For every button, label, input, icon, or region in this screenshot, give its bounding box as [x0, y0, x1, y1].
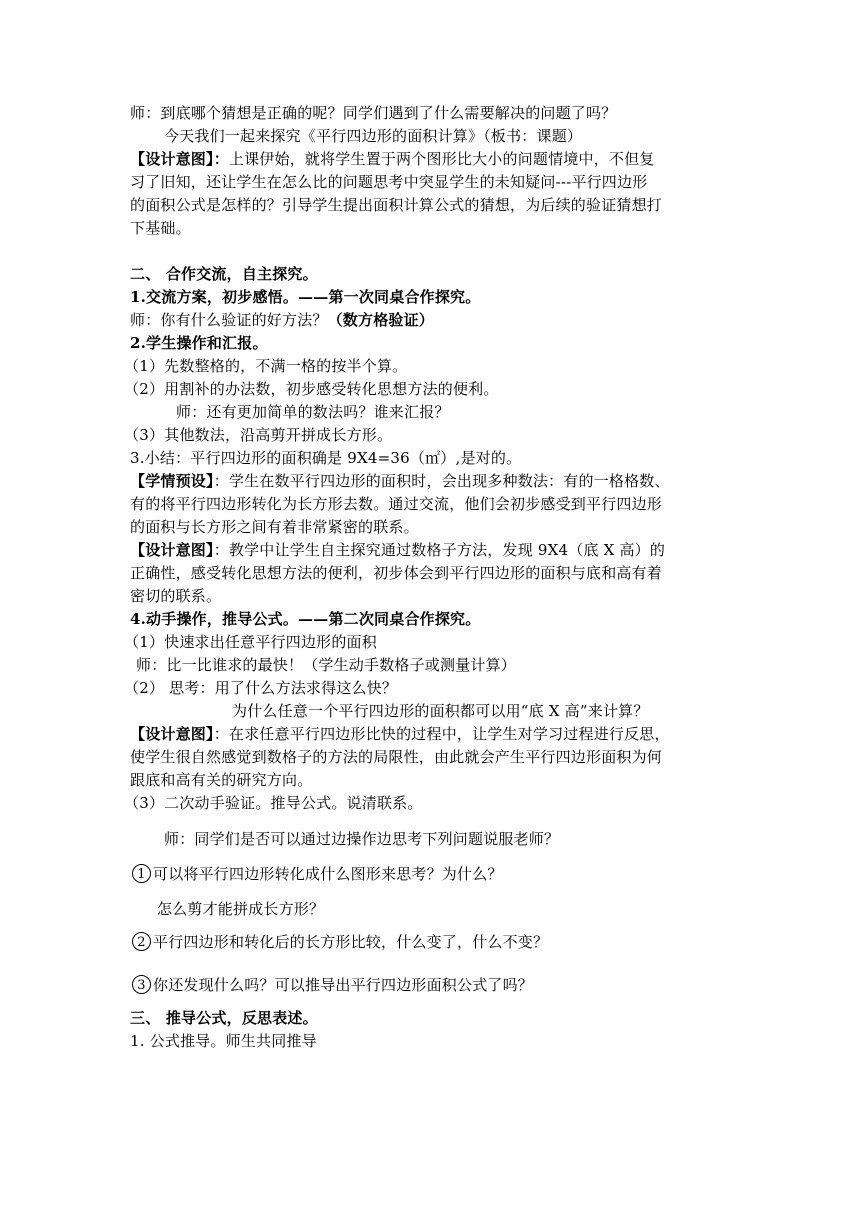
text-span: 平行四边形和转化后的长方形比较，什么变了，什么不变？ — [153, 933, 549, 951]
text-line — [130, 310, 434, 330]
text-line: 师：比一比谁求的最快！（学生动手数格子或测量计算） — [136, 656, 517, 674]
situation-preset-label: 【学情预设】 — [130, 472, 214, 490]
text-span: 上课伊始，就将学生置于两个图形比大小的问题情境中，不但复 — [228, 150, 655, 168]
text-line: 的面积与长方形之间有着非常紧密的联系。 — [130, 518, 419, 536]
text-line: （3）其他数法，沿高剪开拼成长方形。 — [124, 426, 393, 444]
text-line: 正确性，感受转化思想方法的便利，初步体会到平行四边形的面积与底和高有着 — [130, 564, 663, 582]
question-item — [132, 932, 548, 952]
text-line: 师：还有更加简单的数法吗？谁来汇报？ — [176, 403, 450, 421]
text-line: （3）二次动手验证。推导公式。说清联系。 — [124, 794, 423, 812]
section-heading: 二、 合作交流，自主探究。 — [130, 265, 318, 283]
text-line: 有的将平行四边形转化为长方形去数。通过交流，他们会初步感受到平行四边形 — [130, 495, 663, 513]
text-span: 师：你有什么验证的好方法？ — [130, 311, 328, 329]
text-line: 习了旧知，还让学生在怎么比的问题思考中突显学生的未知疑问---平行四边形 — [130, 173, 648, 191]
text-line — [130, 149, 655, 169]
text-span: ：学生在数平行四边形的面积时，会出现多种数法：有的一格格数、 — [213, 472, 670, 490]
text-span: 可以将平行四边形转化成什么图形来思考？为什么？ — [153, 865, 503, 883]
design-intent-label: 【设计意图】 — [130, 725, 214, 743]
section-heading: 三、 推导公式，反思表述。 — [130, 1009, 318, 1027]
subsection-heading: 1.交流方案，初步感悟。——第一次同桌合作探究。 — [130, 288, 481, 306]
circled-number: 1 — [132, 864, 151, 883]
text-line: 师：到底哪个猜想是正确的呢？同学们遇到了什么需要解决的问题了吗？ — [130, 104, 617, 122]
text-line: （1）先数整格的，不满一格的按半个算。 — [124, 357, 408, 375]
text-line: （2） 思考：用了什么方法求得这么快？ — [124, 679, 398, 697]
text-line: 师：同学们是否可以通过边操作边思考下列问题说服老师？ — [164, 830, 560, 848]
text-line: （2）用割补的办法数，初步感受转化思想方法的便利。 — [124, 380, 499, 398]
text-line: 密切的联系。 — [130, 587, 222, 605]
question-item — [132, 975, 533, 995]
text-span: 你还发现什么吗？可以推导出平行四边形面积公式了吗？ — [153, 976, 534, 994]
text-line: 怎么剪才能拼成长方形？ — [157, 900, 325, 918]
text-line: 的面积公式是怎样的？引导学生提出面积计算公式的猜想，为后续的验证猜想打 — [130, 196, 663, 214]
subsection-heading: 2.学生操作和汇报。 — [130, 334, 268, 352]
subsection-heading: 4.动手操作，推导公式。——第二次同桌合作探究。 — [130, 610, 481, 628]
circled-number: 3 — [132, 975, 151, 994]
text-span: ：在求任意平行四边形比快的过程中，让学生对学习过程进行反思， — [213, 725, 670, 743]
text-line: 1. 公式推导。师生共同推导 — [130, 1032, 317, 1050]
text-line: 跟底和高有关的研究方向。 — [130, 771, 313, 789]
text-line: （1）快速求出任意平行四边形的面积 — [124, 633, 377, 651]
text-line — [130, 724, 670, 744]
circled-number: 2 — [132, 932, 151, 951]
text-line: 使学生很自然感觉到数格子的方法的局限性，由此就会产生平行四边形面积为何 — [130, 748, 663, 766]
text-span: ：教学中让学生自主探究通过数格子方法，发现 9X4（底 X 高）的 — [213, 541, 666, 559]
text-line: 下基础。 — [130, 219, 191, 237]
text-line: 3.小结：平行四边形的面积确是 9X4=36（㎡）,是对的。 — [130, 449, 522, 467]
design-intent-label: 【设计意图】 — [130, 541, 214, 559]
bold-text: （数方格验证） — [327, 311, 435, 329]
text-line: 为什么任意一个平行四边形的面积都可以用“底 X 高”来计算？ — [232, 702, 649, 720]
design-intent-label: 【设计意图】： — [130, 150, 229, 168]
question-item — [132, 864, 503, 884]
text-line — [130, 471, 670, 491]
text-line: 今天我们一起来探究《平行四边形的面积计算》（板书：课题） — [164, 127, 583, 145]
text-line — [130, 540, 665, 560]
